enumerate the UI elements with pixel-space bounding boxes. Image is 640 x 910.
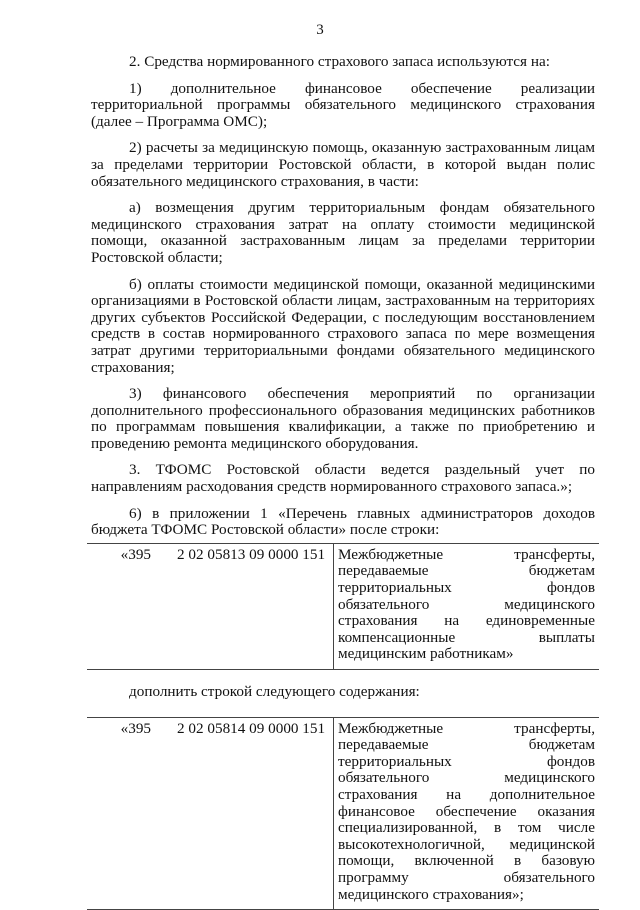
table-row [87,543,599,669]
page-number: 3 [316,22,324,38]
income-code-table-existing [87,543,599,670]
admin-code-cell: «395 [87,717,173,910]
paragraph: 3) финансового обеспечения мероприятий по организации дополнительного профессионального образования медицинских работников по программам повышения квалификации, а также по приобретению и проведению ремонта медицинского оборудования. [91,385,595,452]
income-name-cell: Межбюджетные трансферты, передаваемые бюджетам территориальных фондов обязательного медицинского страхования на единовременные компенсационные выплаты медицинским работникам» [334,543,600,669]
paragraph: 2) расчеты за медицинскую помощь, оказанную застрахованным лицам за пределами территории Ростовской области, в которой выдан полис обязательного медицинского страхования, в части: [91,139,595,190]
paragraph: дополнить строкой следующего содержания: [129,683,420,700]
paragraph: 2. Средства нормированного страхового запаса используются на: [129,53,550,70]
paragraph: б) оплаты стоимости медицинской помощи, оказанной медицинскими организациями в Ростовской области лицам, застрахованным на территориях других субъектов Российской Федерации, с последующим восстановлением средств в состав нормированного страхового запаса по мере возмещения затрат другими территориальными фондами обязательного медицинского страхования; [91,275,595,376]
paragraph: 1) дополнительное финансовое обеспечение реализации территориальной программы обязательного медицинского страхования (далее – Программа ОМС); [91,79,595,130]
income-name-cell: Межбюджетные трансферты, передаваемые бюджетам территориальных фондов обязательного медицинского страхования на дополнительное финансовое обеспечение оказания специализированной, в том числе высокотехнологичной, медицинской помощи, включенной в базовую программу обязательного медицинского страхования»; [334,717,600,910]
paragraph: 3. ТФОМС Ростовской области ведется раздельный учет по направлениям расходования средств нормированного страхового запаса.»; [91,461,595,496]
income-code-cell: 2 02 05813 09 0000 151 [173,543,334,669]
table-row [87,717,599,910]
paragraph: а) возмещения другим территориальным фондам обязательного медицинского страхования затрат на оплату стоимости медицинской помощи, оказанной застрахованным лицам за пределами территории Ростовской области; [91,199,595,266]
paragraph: 6) в приложении 1 «Перечень главных администраторов доходов бюджета ТФОМС Ростовской области» после строки: [91,504,595,539]
admin-code-cell: «395 [87,543,173,669]
income-code-cell: 2 02 05814 09 0000 151 [173,717,334,910]
document-body [91,54,595,910]
income-code-table-new [87,717,599,910]
